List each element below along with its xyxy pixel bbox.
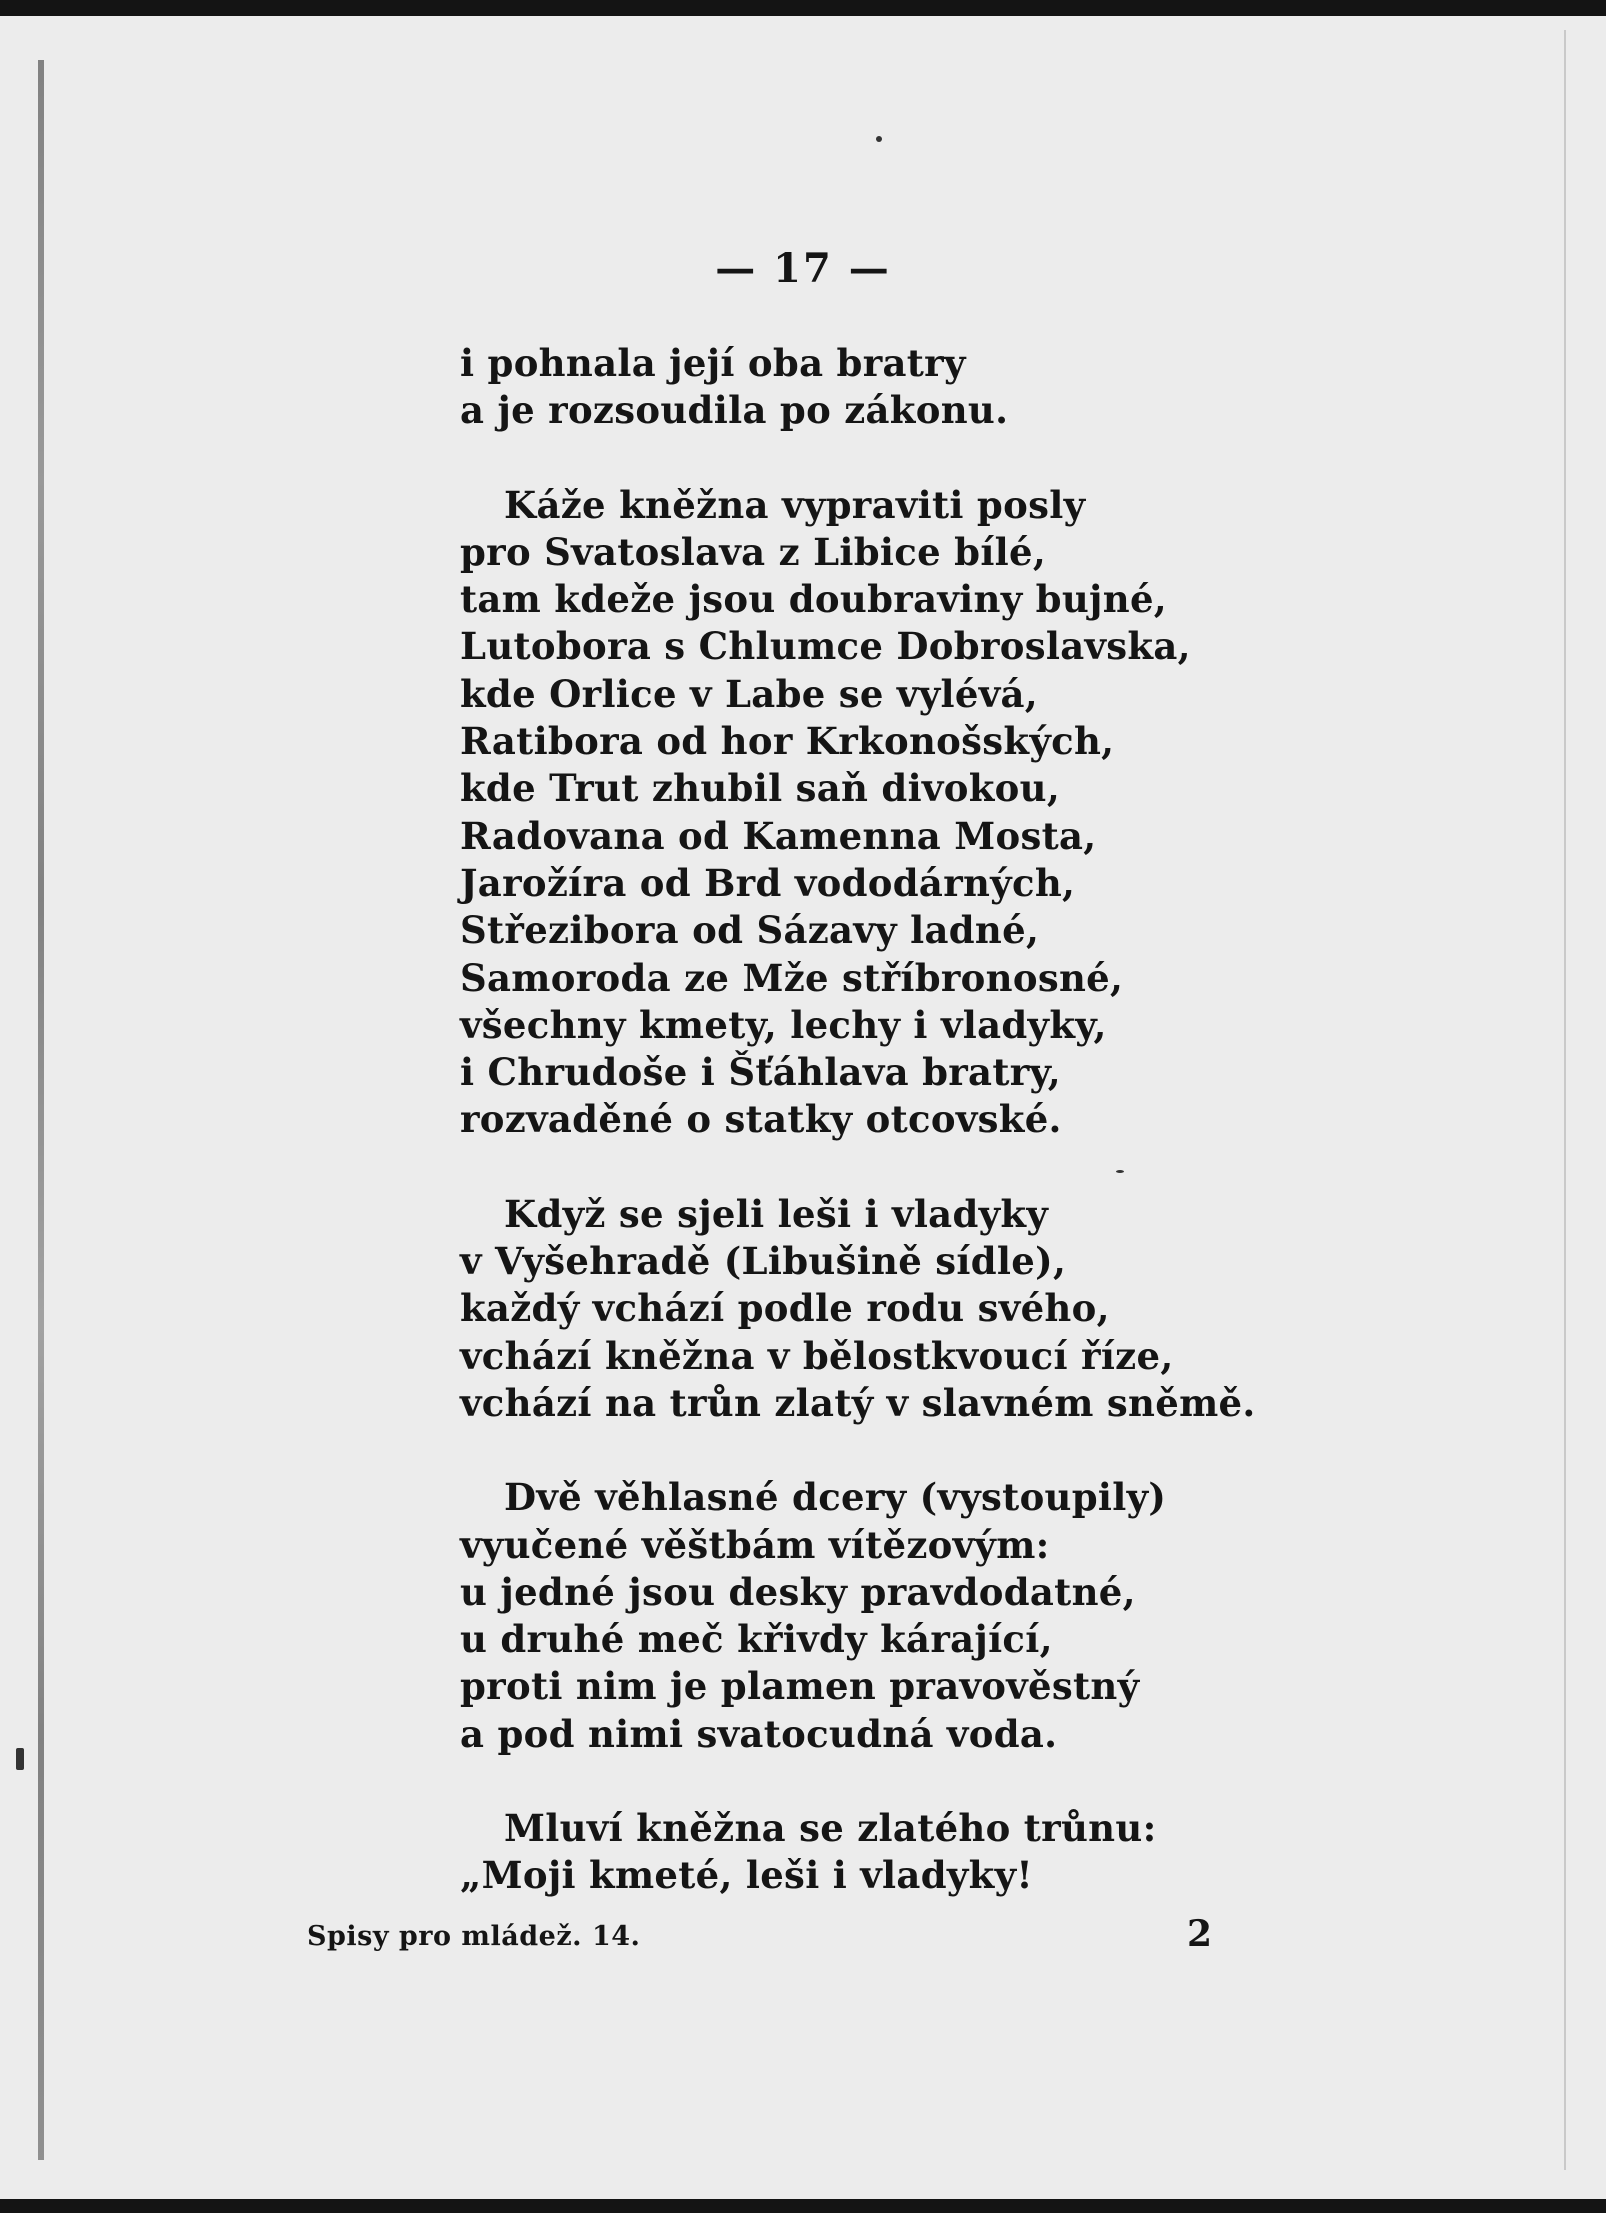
poem-text bbox=[460, 340, 1320, 1947]
poem-line: Dvě věhlasné dcery (vystoupily) bbox=[504, 1475, 1167, 1520]
poem-line: „Moji kmeté, leši i vladyky! bbox=[460, 1853, 1033, 1898]
speck bbox=[16, 1748, 24, 1770]
poem-line: Samoroda ze Mže stříbronosné, bbox=[460, 955, 1124, 1000]
poem-line: a pod nimi svatocudná voda. bbox=[460, 1711, 1058, 1756]
poem-line: Radovana od Kamenna Mosta, bbox=[460, 813, 1097, 858]
page-right-edge bbox=[1564, 30, 1566, 2170]
poem-line: u jedné jsou desky pravdodatné, bbox=[460, 1569, 1136, 1614]
poem-line: Když se sjeli leši i vladyky bbox=[504, 1191, 1049, 1236]
poem-line: kde Orlice v Labe se vylévá, bbox=[460, 671, 1038, 716]
poem-line: rozvaděné o statky otcovské. bbox=[460, 1097, 1062, 1142]
footer-series-note: Spisy pro mládež. 14. bbox=[307, 1921, 641, 1952]
poem-line: vchází kněžna v bělostkvoucí říze, bbox=[460, 1333, 1174, 1378]
poem-line: všechny kmety, lechy i vladyky, bbox=[460, 1002, 1107, 1047]
poem-line: Mluví kněžna se zlatého trůnu: bbox=[504, 1806, 1157, 1851]
poem-line: proti nim je plamen pravověstný bbox=[460, 1664, 1140, 1709]
poem-line: u druhé meč křivdy kárající, bbox=[460, 1617, 1053, 1662]
poem-line: v Vyšehradě (Libušině sídle), bbox=[460, 1239, 1067, 1284]
footer-signature-mark: 2 bbox=[1187, 1913, 1213, 1955]
poem-line: a je rozsoudila po zákonu. bbox=[460, 388, 1009, 433]
poem-line: i pohnala její oba bratry bbox=[460, 341, 966, 385]
poem-line: vchází na trůn zlatý v slavném sněmě. bbox=[460, 1380, 1256, 1425]
poem-line: Střezibora od Sázavy ladné, bbox=[460, 908, 1040, 953]
stanza-2 bbox=[460, 482, 1320, 1144]
scan-top-edge bbox=[0, 0, 1606, 16]
poem-line: Káže kněžna vypraviti posly bbox=[504, 482, 1086, 527]
stanza-4 bbox=[460, 1474, 1320, 1758]
poem-line: i Chrudoše i Šťáhlava bratry, bbox=[460, 1050, 1061, 1095]
poem-line: každý vchází podle rodu svého, bbox=[460, 1286, 1110, 1331]
poem-line: vyučené věštbám vítězovým: bbox=[460, 1522, 1050, 1567]
speck bbox=[876, 136, 882, 142]
poem-line: pro Svatoslava z Libice bílé, bbox=[460, 529, 1047, 574]
poem-line: Jarožíra od Brd vododárných, bbox=[460, 860, 1076, 905]
poem-line: Lutobora s Chlumce Dobroslavska, bbox=[460, 624, 1191, 669]
page-number: — 17 — bbox=[715, 245, 891, 292]
poem-line: kde Trut zhubil saň divokou, bbox=[460, 766, 1061, 811]
stanza-5 bbox=[460, 1805, 1320, 1900]
stanza-3 bbox=[460, 1191, 1320, 1427]
scan-bottom-edge bbox=[0, 2199, 1606, 2213]
poem-line: Ratibora od hor Krkonošských, bbox=[460, 719, 1115, 764]
binding-shadow bbox=[38, 60, 44, 2160]
stanza-1 bbox=[460, 340, 1320, 435]
poem-line: tam kdeže jsou doubraviny bujné, bbox=[460, 577, 1167, 622]
